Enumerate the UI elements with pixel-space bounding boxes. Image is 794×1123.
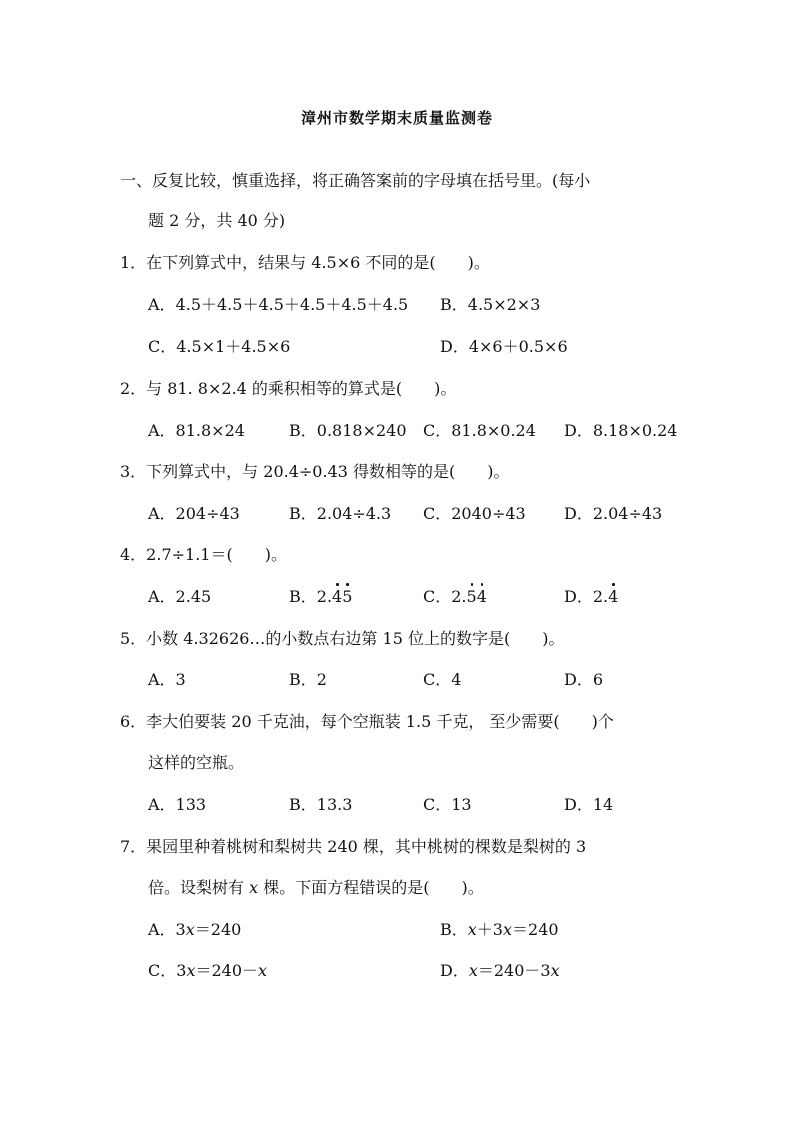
question-4-option-a: A．2.45 [148,587,212,606]
repeating-digit: 4 [332,587,343,606]
question-6-stem-cont: 这样的空瓶。 [148,753,245,772]
question-2-stem: 2．与 81. 8×2.4 的乘积相等的算式是( )。 [120,379,457,398]
question-2-option-c: C．81.8×0.24 [423,421,536,440]
question-3-stem: 3．下列算式中，与 20.4÷0.43 得数相等的是( )。 [120,462,510,481]
question-6-option-a: A．133 [148,795,207,814]
question-5-option-a: A．3 [148,670,186,689]
section-heading: 一、反复比较，慎重选择，将正确答案前的字母填在括号里。(每小 [120,171,591,190]
question-7-option-a: A．3x＝240 [148,920,242,939]
question-7-option-d: D．x＝240－3x [440,961,560,980]
question-7-stem-cont: 倍。设梨树有 x 棵。下面方程错误的是( )。 [148,878,484,897]
question-2-option-b: B．0.818×240 [289,421,407,440]
question-1-stem: 1．在下列算式中，结果与 4.5×6 不同的是( )。 [120,253,490,272]
repeating-digit: 5 [466,587,477,606]
question-7-option-b: B．x＋3x＝240 [440,920,559,939]
question-2-option-d: D．8.18×0.24 [564,421,678,440]
question-2-option-a: A．81.8×24 [148,421,245,440]
question-3-option-d: D．2.04÷43 [564,504,663,523]
question-5-option-b: B．2 [289,670,327,689]
question-1-option-b: B．4.5×2×3 [440,295,541,314]
repeating-digit: 4 [476,587,487,606]
question-3-option-c: C．2040÷43 [423,504,526,523]
question-6-stem: 6．李大伯要装 20 千克油，每个空瓶装 1.5 千克， 至少需要( )个 [120,712,614,731]
question-1-option-c: C．4.5×1＋4.5×6 [148,337,291,356]
section-heading-cont: 题 2 分，共 40 分) [148,211,286,230]
question-7-stem: 7．果园里种着桃树和梨树共 240 棵，其中桃树的棵数是梨树的 3 [120,837,587,856]
question-3-option-a: A．204÷43 [148,504,240,523]
question-6-option-c: C．13 [423,795,472,814]
question-4-option-b: B．2.45 [289,587,353,606]
question-7-option-c: C．3x＝240－x [148,961,268,980]
question-6-option-d: D．14 [564,795,614,814]
page-title: 漳州市数学期末质量监测卷 [300,109,493,127]
question-1-option-a: A．4.5＋4.5＋4.5＋4.5＋4.5＋4.5 [148,295,409,314]
question-5-stem: 5．小数 4.32626…的小数点右边第 15 位上的数字是( )。 [120,629,565,648]
question-4-stem: 4．2.7÷1.1＝( )。 [120,545,287,564]
question-5-option-d: D．6 [564,670,604,689]
repeating-digit: 5 [342,587,353,606]
question-5-option-c: C．4 [423,670,462,689]
question-6-option-b: B．13.3 [289,795,353,814]
question-3-option-b: B．2.04÷4.3 [289,504,392,523]
question-4-option-c: C．2.54 [423,587,487,606]
repeating-digit: 4 [608,587,619,606]
question-4-option-d: D．2.4 [564,587,619,606]
question-1-option-d: D．4×6＋0.5×6 [440,337,568,356]
